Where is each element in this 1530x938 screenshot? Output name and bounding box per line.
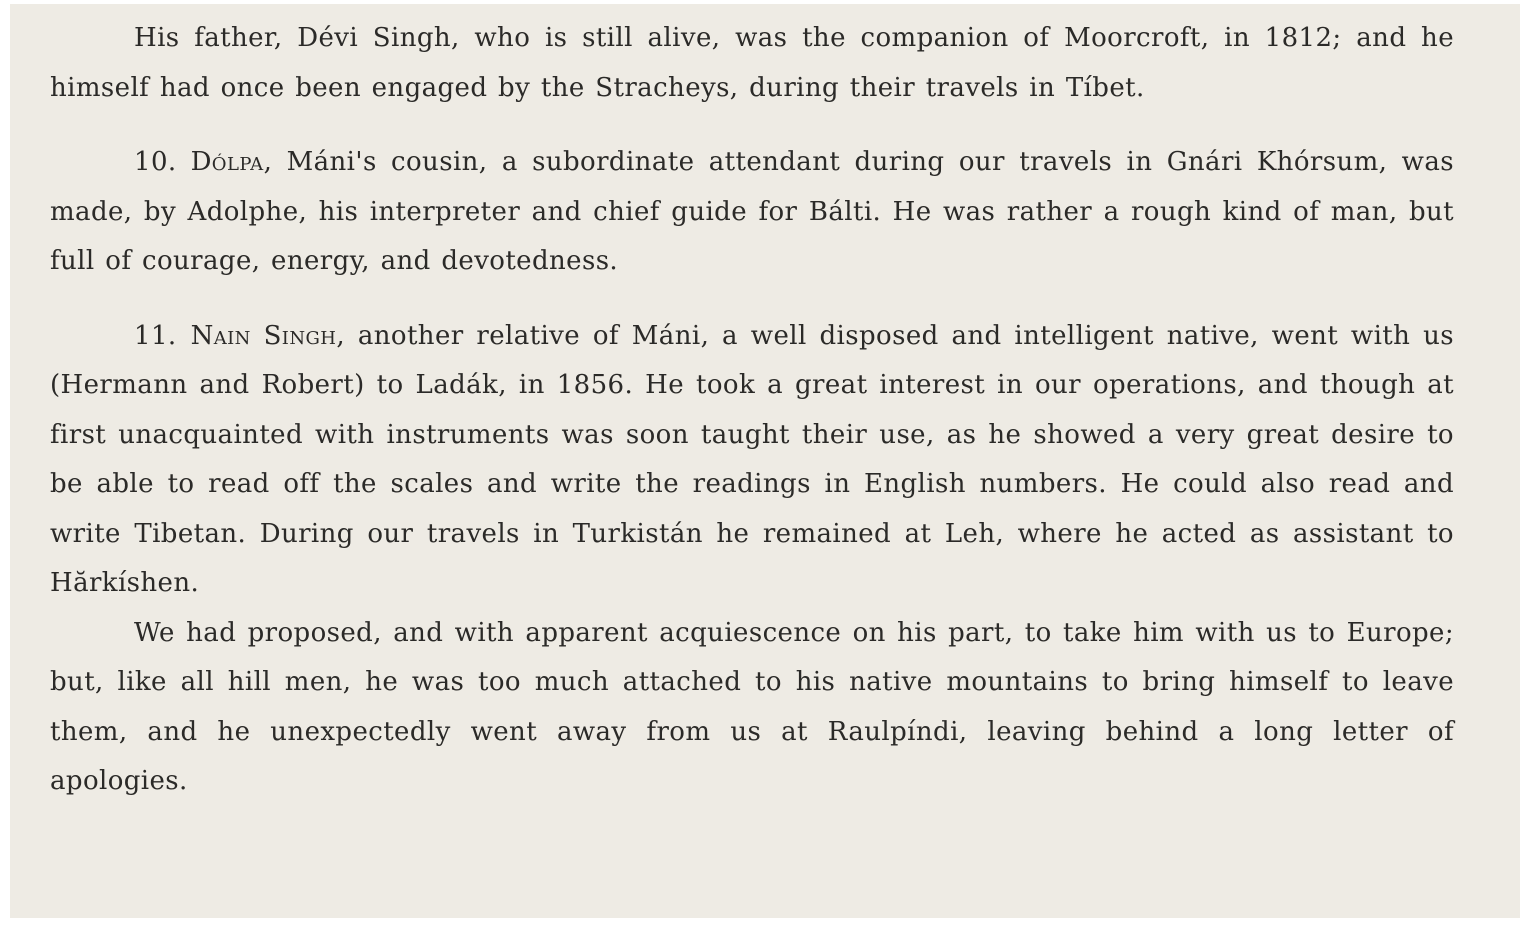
person-name: Dólpa bbox=[190, 147, 264, 177]
paragraph-text: We had proposed, and with apparent acquiescence on his part, to take him with us to Europe; but, like all hill men, he was too much attached to his native mountains to bring himself to leave them, and he unexpectedly went away from us at Raulpíndi, leaving behind a long letter of apologies. bbox=[50, 617, 1454, 796]
paragraph-nain-singh bbox=[50, 312, 1454, 609]
paragraph-europe bbox=[50, 609, 1454, 807]
paragraph-devi-singh bbox=[50, 14, 1454, 113]
scanned-page bbox=[10, 4, 1520, 918]
paragraph-text: , another relative of Máni, a well disposed and intelligent native, went with us (Hermann and Robert) to Ladák, in 1856. He took a great interest in our operations, and though at first unacquainted with instruments was soon taught their use, as he showed a very great desire to be able to read off the scales and write the readings in English numbers. He could also read and write Tibetan. During our travels in Turkistán he remained at Leh, where he acted as assistant to Hărkíshen. bbox=[50, 320, 1455, 598]
paragraph-number: 10. bbox=[134, 147, 177, 177]
person-name: Nain Singh bbox=[190, 320, 337, 351]
paragraph-dolpa bbox=[50, 138, 1454, 287]
paragraph-text: His father, Dévi Singh, who is still alive, was the companion of Moorcroft, in 1812; and he himself had once been engaged by the Stracheys, during their travels in Tíbet. bbox=[50, 23, 1454, 103]
paragraph-text: , Máni's cousin, a subordinate attendant during our travels in Gnári Khórsum, was made, by Adolphe, his interpreter and chief guide for Bálti. He was rather a rough kind of man, but full of courage, energy, and devotedness. bbox=[50, 147, 1454, 276]
paragraph-number: 11. bbox=[134, 320, 177, 351]
page-text bbox=[50, 14, 1454, 807]
